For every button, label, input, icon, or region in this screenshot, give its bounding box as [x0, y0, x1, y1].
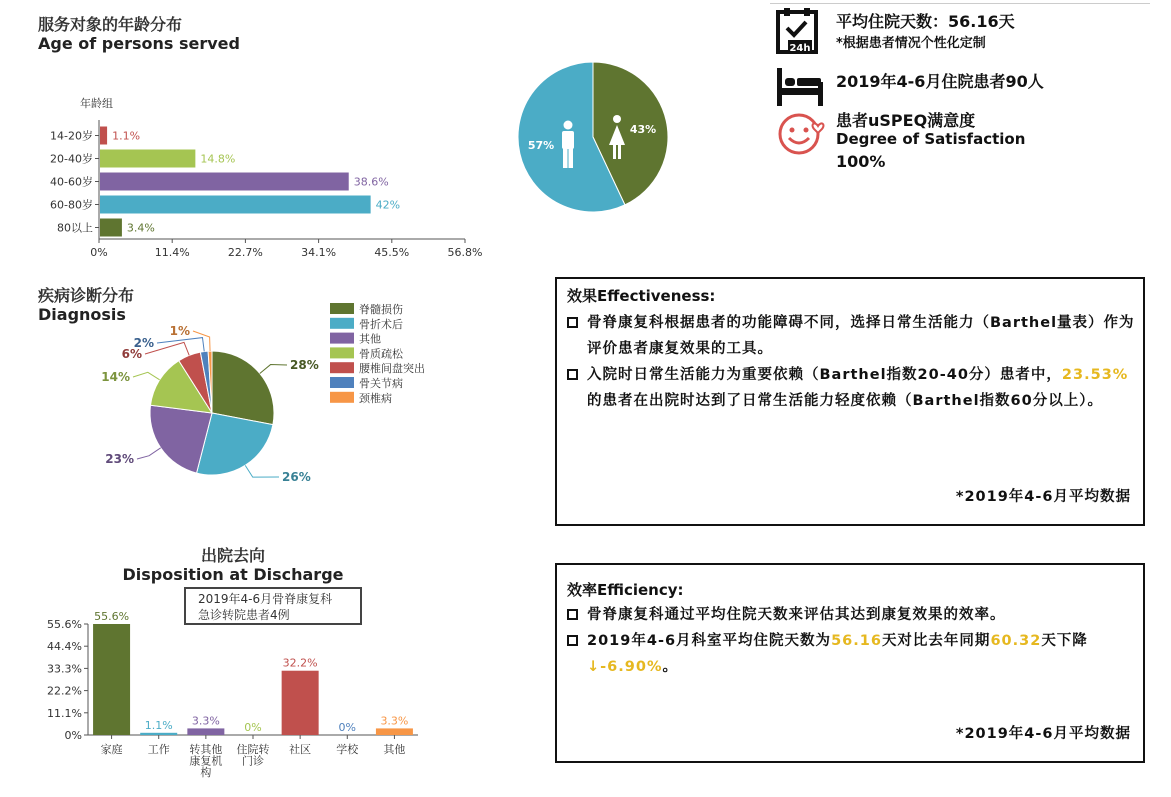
age-bar: [100, 219, 122, 237]
discharge-bar: [93, 624, 130, 735]
checkbox-square-icon: [567, 609, 578, 620]
discharge-category-label: 学校: [336, 743, 359, 756]
age-category-label: 14-20岁: [50, 129, 93, 143]
avg-stay-title: 平均住院天数：56.16天: [836, 12, 1015, 31]
diagnosis-legend-swatch: [330, 392, 354, 403]
discharge-y-tick-label: 33.3%: [47, 662, 82, 676]
diagnosis-leader-line: [157, 338, 204, 352]
avg-stay-note: *根据患者情况个性化定制: [836, 36, 986, 51]
age-value-label: 14.8%: [200, 152, 236, 166]
clock-24h-icon: [776, 8, 822, 56]
discharge-category-label: 转其他: [189, 743, 223, 756]
age-value-label: 3.4%: [126, 221, 155, 235]
diagnosis-legend-swatch: [330, 362, 354, 373]
age-category-label: 40-60岁: [50, 175, 93, 189]
discharge-bar: [187, 728, 224, 735]
effectiveness-item-1: [557, 310, 1135, 362]
age-bar: [100, 127, 107, 145]
diagnosis-title-cn: 疾病诊断分布: [38, 286, 135, 305]
diagnosis-legend-label: 骨折术后: [359, 317, 403, 331]
checkbox-square-icon: [567, 635, 578, 646]
diagnosis-leader-line: [193, 331, 210, 351]
discharge-note-line2: 急诊转院患者4例: [198, 608, 290, 622]
satisfaction-title-en: Degree of Satisfaction: [836, 130, 1026, 148]
diagnosis-leader-line: [245, 465, 279, 477]
checkbox-square-icon: [567, 369, 578, 380]
diagnosis-title-en: Diagnosis: [38, 305, 126, 324]
diagnosis-legend-swatch: [330, 377, 354, 388]
discharge-category-label: 构: [200, 766, 212, 779]
diagnosis-legend-swatch: [330, 303, 354, 314]
discharge-value-label: 0%: [338, 721, 357, 734]
diagnosis-legend-swatch: [330, 333, 354, 344]
diagnosis-pct-label: 28%: [290, 358, 319, 372]
efficiency-highlight-current: 56.16: [831, 633, 882, 649]
efficiency-highlight-change: ↓-6.90%: [587, 659, 663, 675]
discharge-bar-chart: [0, 600, 470, 790]
age-x-tick-label: 11.4%: [154, 246, 190, 259]
diagnosis-legend-label: 腰椎间盘突出: [359, 362, 425, 376]
discharge-category-label: 其他: [383, 743, 406, 756]
discharge-value-label: 55.6%: [94, 610, 130, 623]
age-value-label: 1.1%: [112, 129, 141, 143]
male-pct-label: 57%: [527, 139, 555, 152]
discharge-y-tick-label: 11.1%: [47, 706, 82, 720]
efficiency-highlight-lastyear: 60.32: [990, 633, 1042, 649]
top-divider: [770, 3, 1150, 4]
efficiency-item-2-mid: 天对比去年同期: [881, 633, 991, 649]
diagnosis-leader-line: [133, 372, 160, 380]
diagnosis-legend-label: 脊髓损伤: [359, 303, 403, 316]
discharge-category-label: 住院转: [236, 743, 270, 756]
discharge-y-tick-label: 22.2%: [47, 684, 82, 698]
diagnosis-legend-label: 骨质疏松: [359, 347, 403, 361]
diagnosis-pie-slice: [212, 351, 274, 425]
efficiency-item-2-post: 。: [662, 659, 678, 675]
effectiveness-footnote: *2019年4-6月平均数据: [955, 489, 1131, 505]
satisfaction-value: 100%: [836, 152, 886, 171]
age-x-tick-label: 0%: [90, 246, 108, 259]
discharge-category-label: 门诊: [242, 754, 264, 768]
discharge-value-label: 3.3%: [380, 714, 409, 728]
gender-pie-chart: [510, 55, 680, 220]
discharge-category-label: 社区: [289, 743, 312, 756]
diagnosis-pct-label: 1%: [169, 324, 190, 338]
age-bar: [100, 173, 349, 191]
diagnosis-legend-swatch: [330, 347, 354, 358]
efficiency-item-1: [557, 602, 1135, 628]
diagnosis-legend-swatch: [330, 318, 354, 329]
age-bar-chart: [0, 90, 500, 270]
effectiveness-box: [555, 277, 1145, 526]
diagnosis-pie-chart: [90, 295, 450, 495]
discharge-category-label: 康复机: [189, 754, 223, 768]
efficiency-item-2-mid2: 天下降: [1041, 633, 1088, 649]
discharge-category-label: 家庭: [100, 743, 123, 756]
diagnosis-pct-label: 14%: [101, 370, 130, 384]
age-value-label: 42%: [375, 198, 401, 212]
discharge-bar: [140, 733, 177, 735]
age-axis-label: 年龄组: [80, 97, 113, 110]
diagnosis-pct-label: 26%: [282, 470, 311, 484]
discharge-value-label: 3.3%: [191, 714, 220, 728]
satisfaction-smiley-icon: [777, 110, 827, 158]
effectiveness-item-2-post: 的患者在出院时达到了日常生活能力轻度依赖（Barthel指数60分以上）。: [587, 393, 1103, 409]
effectiveness-item-1-text: 骨脊康复科根据患者的功能障碍不同，选择日常生活能力（Barthel量表）作为评价患者康复效果的工具。: [587, 315, 1135, 357]
effectiveness-item-2-pre: 入院时日常生活能力为重要依赖（Barthel指数20-40分）患者中，: [587, 367, 1062, 383]
diagnosis-leader-line: [137, 448, 161, 459]
efficiency-footnote: *2019年4-6月平均数据: [955, 726, 1131, 742]
discharge-bar: [282, 671, 319, 735]
age-title-cn: 服务对象的年龄分布: [38, 15, 183, 34]
discharge-category-label: 工作: [147, 743, 170, 756]
effectiveness-highlight: 23.53%: [1061, 367, 1129, 383]
diagnosis-pct-label: 6%: [121, 347, 142, 361]
discharge-bar: [376, 728, 413, 735]
clock-badge-text: 24h: [789, 43, 811, 54]
effectiveness-title: 效果Effectiveness:: [567, 287, 716, 305]
patients-count: 2019年4-6月住院患者90人: [836, 72, 1044, 91]
diagnosis-legend-label: 骨关节病: [359, 377, 403, 390]
age-bar: [100, 196, 371, 214]
diagnosis-legend-label: 其他: [359, 332, 381, 346]
age-bar: [100, 150, 195, 168]
age-x-tick-label: 56.8%: [447, 246, 483, 259]
discharge-y-tick-label: 44.4%: [47, 640, 82, 654]
effectiveness-item-2: [557, 362, 1135, 414]
diagnosis-pct-label: 2%: [133, 336, 154, 350]
age-category-label: 80以上: [57, 221, 93, 235]
age-title-en: Age of persons served: [38, 34, 240, 53]
age-value-label: 38.6%: [353, 175, 389, 189]
checkbox-square-icon: [567, 317, 578, 328]
discharge-title-cn: 出院去向: [200, 546, 265, 565]
efficiency-item-1-text: 骨脊康复科通过平均住院天数来评估其达到康复效果的效率。: [587, 607, 1006, 623]
satisfaction-title-cn: 患者uSPEQ满意度: [836, 111, 976, 130]
age-category-label: 60-80岁: [50, 198, 93, 212]
efficiency-item-2-pre: 2019年4-6月科室平均住院天数为: [587, 633, 832, 649]
diagnosis-legend-label: 颈椎病: [359, 391, 392, 405]
diagnosis-leader-line: [260, 365, 287, 374]
female-pct-label: 43%: [629, 123, 657, 136]
discharge-title-en: Disposition at Discharge: [122, 565, 344, 584]
discharge-value-label: 0%: [244, 721, 262, 734]
diagnosis-pct-label: 23%: [105, 452, 134, 466]
discharge-value-label: 32.2%: [282, 656, 318, 670]
efficiency-box: [555, 563, 1145, 763]
efficiency-title: 效率Efficiency:: [567, 581, 684, 599]
hospital-bed-icon: [776, 66, 826, 108]
age-category-label: 20-40岁: [50, 152, 93, 166]
age-x-tick-label: 22.7%: [227, 246, 263, 259]
efficiency-item-2: [557, 628, 1135, 680]
age-x-tick-label: 34.1%: [301, 246, 337, 259]
discharge-y-tick-label: 55.6%: [47, 618, 82, 631]
discharge-note-line1: 2019年4-6月骨脊康复科: [198, 592, 333, 606]
age-x-tick-label: 45.5%: [374, 246, 410, 259]
discharge-y-tick-label: 0%: [64, 729, 82, 742]
discharge-value-label: 1.1%: [144, 718, 173, 732]
